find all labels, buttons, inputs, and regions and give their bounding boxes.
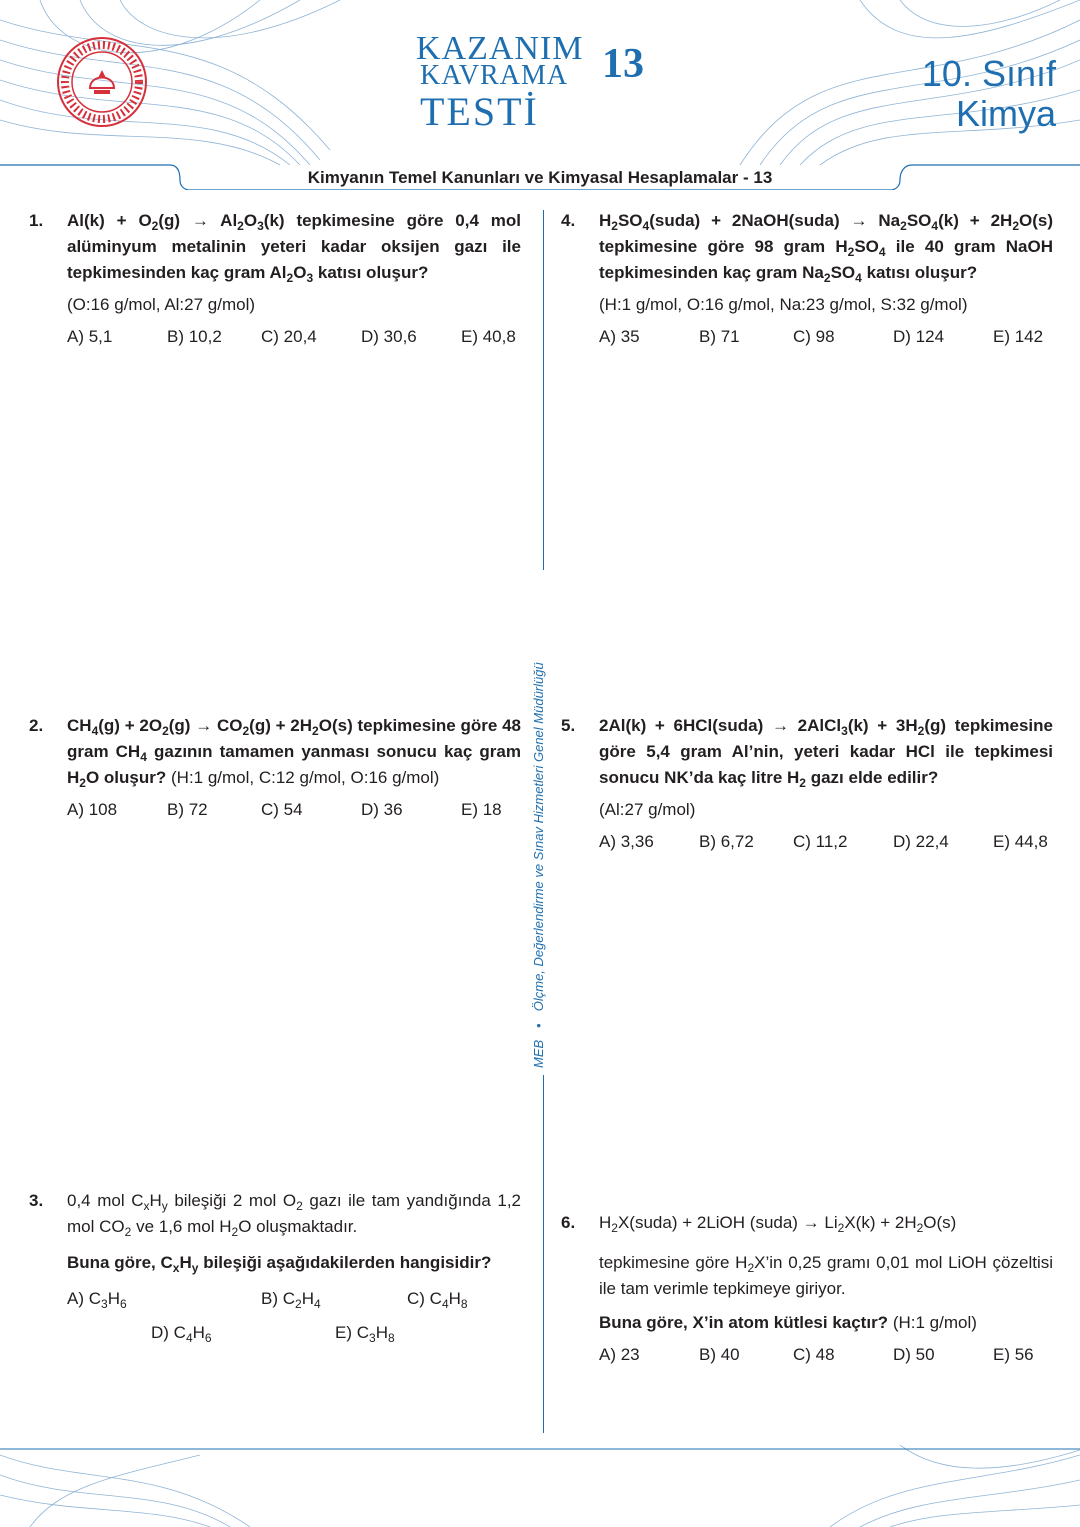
- subject-label: Kimya: [955, 93, 1056, 134]
- test-number: 13: [602, 41, 644, 87]
- side-org: MEB: [531, 1039, 546, 1068]
- option-e[interactable]: E) 40,8: [461, 327, 516, 346]
- given-data: (H:1 g/mol, O:16 g/mol, Na:23 g/mol, S:32 g/mol): [599, 295, 968, 314]
- brand-title: [416, 30, 676, 140]
- option-d[interactable]: D) $C_4H_6$: [151, 1323, 212, 1345]
- option-b[interactable]: B) 40: [699, 1345, 740, 1364]
- option-e[interactable]: E) 18: [461, 800, 502, 819]
- question-stem: 2Al(k) + 6HCl(suda) → 2AlCl$_3$(k) + $3H_2(g)$ tepkimesine göre 5,4 gram Al’nin, yeteri kadar HCl ile tepkimesi sonucu NK’da kaç litre $H_2$ gazı elde edilir?: [599, 716, 1053, 790]
- brand-line-3: TESTİ: [420, 89, 539, 134]
- ministry-logo: [56, 36, 148, 128]
- grade-label: 10. Sınıf: [921, 53, 1056, 94]
- option-b[interactable]: B) 10,2: [167, 327, 222, 346]
- question-prompt: Buna göre, X’in atom kütlesi kaçtır? (H:1 g/mol): [599, 1313, 977, 1332]
- option-d[interactable]: D) 36: [361, 800, 403, 819]
- option-e[interactable]: E) 56: [993, 1345, 1034, 1364]
- given-data: (H:1 g/mol): [892, 1313, 977, 1332]
- answer-options: [599, 324, 1053, 354]
- option-b[interactable]: B) 6,72: [699, 832, 754, 851]
- option-d[interactable]: D) 50: [893, 1345, 935, 1364]
- question-prompt: Buna göre, $C_xH_y$ bileşiği aşağıdakilerden hangisidir?: [67, 1253, 492, 1275]
- column-divider-bottom: [543, 1075, 544, 1433]
- grade-subject: [922, 54, 1056, 134]
- question-3: [29, 1188, 521, 1350]
- option-a[interactable]: A) $C_3H_6$: [67, 1289, 127, 1311]
- option-e[interactable]: E) $C_3H_8$: [335, 1323, 395, 1345]
- answer-options: [67, 324, 521, 354]
- option-d[interactable]: D) 30,6: [361, 327, 417, 346]
- unit-title: Kimyanın Temel Kanunları ve Kimyasal Hesaplamalar - 13: [307, 168, 773, 187]
- option-a[interactable]: A) 23: [599, 1345, 640, 1364]
- question-stem: $Al(k) + O_2(g) \to Al_2O_3(k)$ tepkimesine göre 0,4 mol alüminyum metalinin yeteri kadar oksijen gazı ile tepkimesinden kaç gram $Al_2O_3$ katısı oluşur?: [67, 211, 521, 285]
- option-a[interactable]: A) 35: [599, 327, 640, 346]
- answer-options: [599, 829, 1053, 859]
- question-equation: $H_2X(suda)$ + 2LiOH (suda) → $Li_2X(k) + 2H_2O(s)$: [599, 1213, 957, 1235]
- given-data: (O:16 g/mol, Al:27 g/mol): [67, 295, 256, 314]
- column-divider-top: [543, 210, 544, 570]
- footer-wave-decoration: [0, 1445, 1080, 1527]
- side-caption: [531, 578, 546, 1068]
- brand-line-2: KAVRAMA: [420, 60, 569, 91]
- question-stem: 0,4 mol $C_xH_y$ bileşiği 2 mol $O_2$ gazı ile tam yandığında 1,2 mol $CO_2$ ve 1,6 mol $H_2O$ oluşmaktadır.: [67, 1191, 521, 1239]
- question-number: 1.: [29, 211, 44, 230]
- option-d[interactable]: D) 22,4: [893, 832, 949, 851]
- given-data: (H:1 g/mol, C:12 g/mol, O:16 g/mol): [171, 768, 440, 787]
- answer-options: [599, 1342, 1053, 1372]
- side-dept: Ölçme, Değerlendirme ve Sınav Hizmetleri Genel Müdürlüğü: [531, 662, 546, 1012]
- option-c[interactable]: C) 48: [793, 1345, 835, 1364]
- option-c[interactable]: C) 54: [261, 800, 303, 819]
- option-b[interactable]: B) 71: [699, 327, 740, 346]
- option-d[interactable]: D) 124: [893, 327, 945, 346]
- question-stem: $H_2SO_4(suda)$ + 2NaOH(suda) → $Na_2SO_4(k) + 2H_2O(s)$ tepkimesine göre 98 gram $H_2SO_4$ ile 40 gram NaOH tepkimesinden kaç gram $Na_2SO_4$ katısı oluşur?: [599, 211, 1053, 285]
- brand-line-1: KAZANIM: [416, 30, 584, 67]
- question-2: [29, 713, 522, 827]
- option-c[interactable]: C) 98: [793, 327, 835, 346]
- option-b[interactable]: B) $C_2H_4$: [261, 1289, 321, 1311]
- question-1: [29, 208, 521, 354]
- side-bullet: •: [531, 1023, 546, 1028]
- question-number: 4.: [561, 211, 576, 230]
- option-e[interactable]: E) 44,8: [993, 832, 1048, 851]
- option-c[interactable]: C) 20,4: [261, 327, 317, 346]
- option-c[interactable]: C) $C_4H_8$: [407, 1289, 468, 1311]
- question-number: 5.: [561, 716, 576, 735]
- question-number: 3.: [29, 1191, 44, 1210]
- answer-options: [67, 797, 521, 827]
- question-stem: tepkimesine göre $H_2X’in$ 0,25 gramı 0,01 mol LiOH çözeltisi ile tam verimle tepkimeye giriyor.: [599, 1253, 1053, 1298]
- option-a[interactable]: A) 5,1: [67, 327, 113, 346]
- question-number: 6.: [561, 1213, 576, 1232]
- option-b[interactable]: B) 72: [167, 800, 208, 819]
- question-5: [561, 713, 1053, 859]
- option-a[interactable]: A) 3,36: [599, 832, 654, 851]
- option-c[interactable]: C) 11,2: [793, 832, 848, 851]
- question-number: 2.: [29, 716, 44, 735]
- answer-options: [67, 1286, 521, 1350]
- given-data: (Al:27 g/mol): [599, 800, 696, 819]
- question-stem: $CH_4(g) + 2O_2(g) \to CO_2(g) + 2H_2O(s)$ tepkimesine göre 48 gram $CH_4$ gazının tamamen yanması sonucu kaç gram $H_2O$ oluşur? (H:1 g/mol, C:12 g/mol, O:16 g/mol): [67, 716, 522, 790]
- question-4: [561, 208, 1053, 354]
- option-a[interactable]: A) 108: [67, 800, 118, 819]
- question-6: [561, 1210, 1053, 1372]
- option-e[interactable]: E) 142: [993, 327, 1044, 346]
